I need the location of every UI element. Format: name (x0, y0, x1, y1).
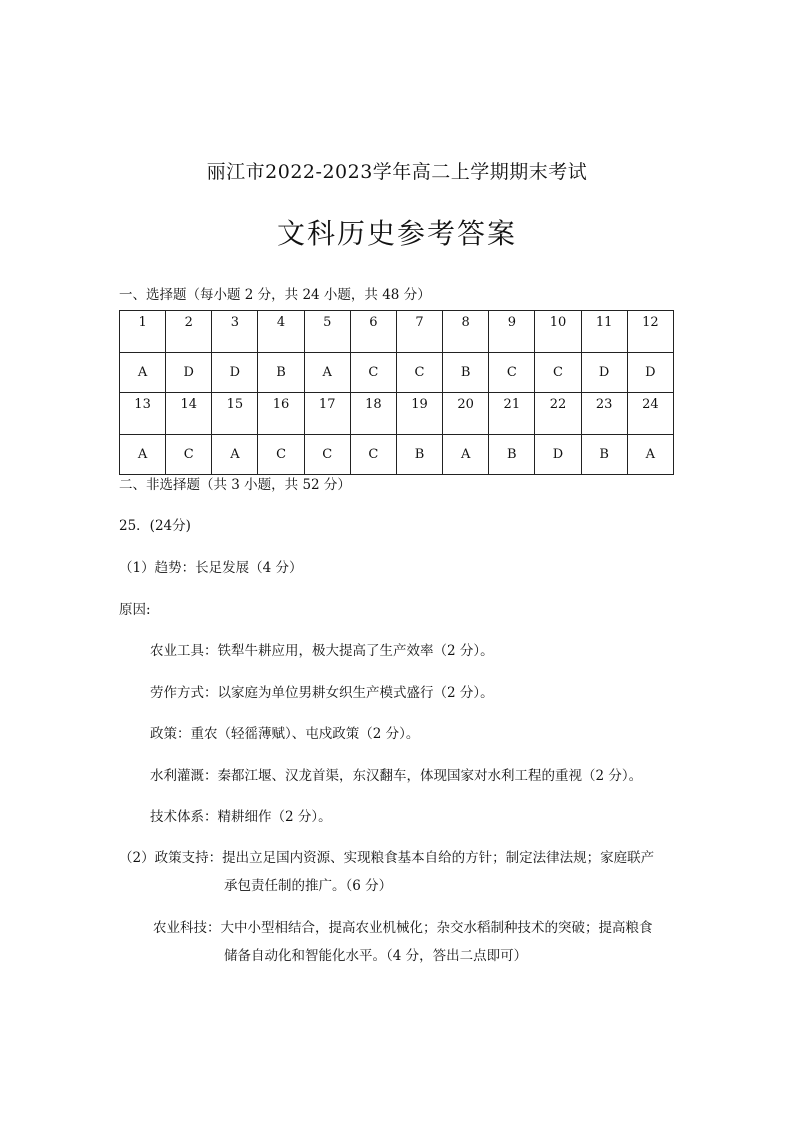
table-cell: B (489, 435, 535, 475)
table-cell: 24 (627, 393, 673, 435)
question-number: 25．(24分) (119, 518, 191, 534)
part2-answer-line: 农业科技：大中小型相结合，提高农业机械化；杂交水稻制种技术的突破；提高粮食 (153, 920, 653, 936)
table-cell: D (581, 353, 627, 393)
table-cell: 16 (258, 393, 304, 435)
table-cell: 7 (396, 311, 442, 353)
table-cell: C (350, 353, 396, 393)
table-cell: C (535, 353, 581, 393)
table-cell: A (443, 435, 489, 475)
table-cell: 1 (120, 311, 166, 353)
table-cell: 10 (535, 311, 581, 353)
table-cell: A (120, 435, 166, 475)
reason-item: 水利灌溉：秦都江堰、汉龙首渠，东汉翻车，体现国家对水利工程的重视（2 分）。 (150, 768, 643, 784)
table-cell: A (212, 435, 258, 475)
table-cell: 9 (489, 311, 535, 353)
reason-item: 劳作方式：以家庭为单位男耕女织生产模式盛行（2 分）。 (150, 685, 494, 701)
table-cell: C (489, 353, 535, 393)
table-cell: C (258, 435, 304, 475)
table-cell: 3 (212, 311, 258, 353)
table-cell: 15 (212, 393, 258, 435)
section2-heading: 二、非选择题（共 3 小题，共 52 分） (119, 477, 351, 493)
table-cell: 11 (581, 311, 627, 353)
table-cell: 13 (120, 393, 166, 435)
answer-table (119, 310, 674, 475)
table-cell: B (258, 353, 304, 393)
table-cell: 19 (396, 393, 442, 435)
table-cell: 4 (258, 311, 304, 353)
table-row (120, 435, 674, 475)
table-cell: B (443, 353, 489, 393)
table-cell: A (627, 435, 673, 475)
table-cell: D (535, 435, 581, 475)
table-cell: 14 (166, 393, 212, 435)
part1-answer: （1）趋势：长足发展（4 分） (119, 560, 303, 576)
table-cell: 5 (304, 311, 350, 353)
table-cell: 8 (443, 311, 489, 353)
table-cell: 18 (350, 393, 396, 435)
table-row (120, 311, 674, 353)
page-subtitle: 文科历史参考答案 (276, 217, 517, 250)
reason-item: 技术体系：精耕细作（2 分）。 (150, 809, 332, 825)
table-cell: A (120, 353, 166, 393)
table-cell: D (212, 353, 258, 393)
table-cell: 2 (166, 311, 212, 353)
table-cell: B (396, 435, 442, 475)
table-cell: 21 (489, 393, 535, 435)
table-row (120, 393, 674, 435)
table-cell: C (396, 353, 442, 393)
table-cell: 22 (535, 393, 581, 435)
table-cell: 23 (581, 393, 627, 435)
table-cell: 20 (443, 393, 489, 435)
table-cell: B (581, 435, 627, 475)
table-cell: D (166, 353, 212, 393)
table-cell: C (350, 435, 396, 475)
reason-label: 原因: (119, 602, 151, 618)
reason-item: 政策：重农（轻徭薄赋）、屯戍政策（2 分）。 (150, 726, 420, 742)
reason-item: 农业工具：铁犁牛耕应用，极大提高了生产效率（2 分）。 (150, 643, 494, 659)
page-title: 丽江市2022-2023学年高二上学期期末考试 (206, 161, 588, 183)
part2-answer-line: 承包责任制的推广。（6 分） (224, 878, 393, 894)
part2-answer-line: 储备自动化和智能化水平。（4 分，答出二点即可） (224, 948, 528, 964)
table-cell: C (304, 435, 350, 475)
section1-heading: 一、选择题（每小题 2 分，共 24 小题，共 48 分） (119, 287, 431, 303)
table-cell: D (627, 353, 673, 393)
table-row (120, 353, 674, 393)
table-cell: A (304, 353, 350, 393)
part2-answer-line: （2）政策支持：提出立足国内资源、实现粮食基本自给的方针；制定法律法规；家庭联产 (119, 850, 655, 866)
table-cell: 12 (627, 311, 673, 353)
table-cell: 17 (304, 393, 350, 435)
table-cell: 6 (350, 311, 396, 353)
table-cell: C (166, 435, 212, 475)
